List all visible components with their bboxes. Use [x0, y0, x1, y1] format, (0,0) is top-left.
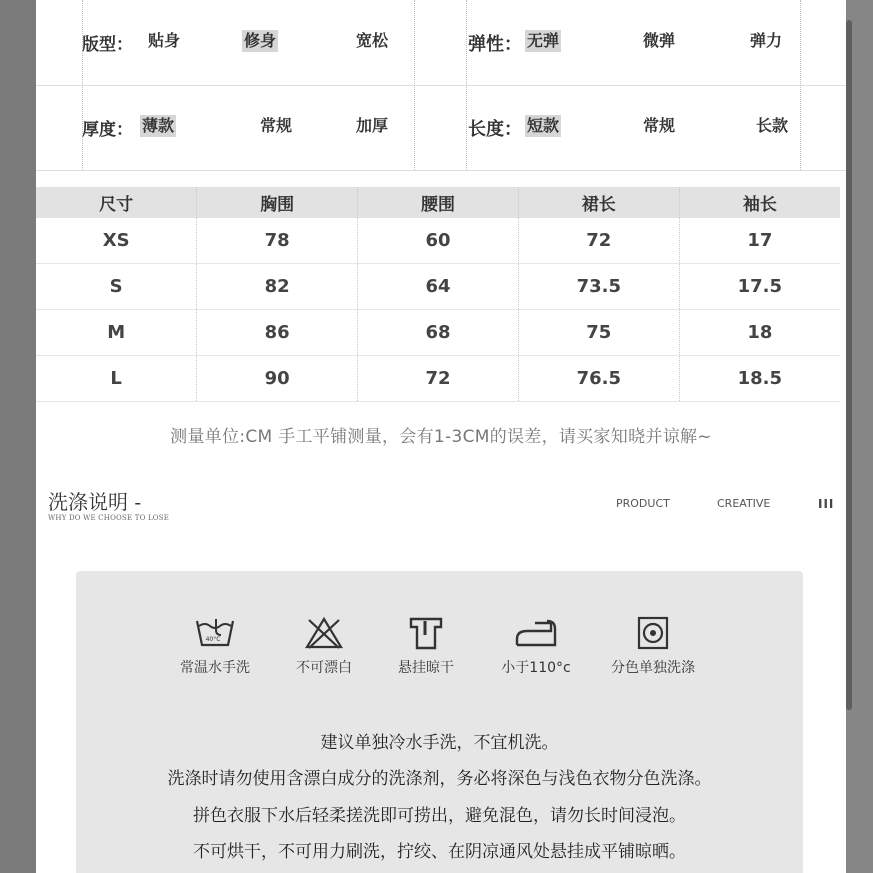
iron-icon [513, 615, 559, 651]
menu-bars-icon: III [818, 497, 835, 511]
measurement-note: 测量单位:CM 手工平铺测量，会有1-3CM的误差，请买家知晓并谅解~ [170, 427, 712, 447]
instruction-line: 拼色衣服下水后轻柔搓洗即可捞出，避免混色，请勿长时间浸泡。 [193, 806, 686, 826]
table-cell: L [36, 356, 197, 402]
hang-dry-icon [405, 615, 447, 651]
care-label: 常温水手洗 [180, 660, 250, 676]
care-label: 分色单独洗涤 [611, 660, 695, 676]
elasticity-option-none: 无弹 [527, 31, 560, 50]
table-cell: 82 [197, 264, 358, 310]
no-bleach-icon [303, 615, 345, 651]
length-label: 长度： [468, 119, 522, 140]
table-cell: 17 [679, 218, 840, 264]
table-cell: 72 [518, 218, 679, 264]
header-skirt-length: 裙长 [518, 187, 679, 218]
care-item-hand-wash [160, 615, 270, 677]
wash-section-title: 洗涤说明 - [48, 490, 142, 514]
table-cell: M [36, 310, 197, 356]
separate-wash-icon [632, 615, 674, 651]
attribute-row-2 [36, 85, 846, 171]
table-cell: 75 [518, 310, 679, 356]
table-cell: XS [36, 218, 197, 264]
instruction-line: 建议单独冷水手洗，不宜机洗。 [320, 733, 559, 753]
header-bust: 胸围 [197, 187, 358, 218]
header-size: 尺寸 [36, 187, 197, 218]
wash-section-subtitle: WHY DO WE CHOOSE TO LOSE [48, 514, 170, 522]
table-cell: 90 [197, 356, 358, 402]
instruction-line: 不可烘干，不可用力刷洗，拧绞、在阴凉通风处悬挂成平铺晾晒。 [193, 842, 686, 862]
grid-divider [414, 0, 415, 170]
scrollbar[interactable] [846, 0, 873, 873]
fit-label: 版型： [82, 35, 133, 55]
length-option-long: 长款 [756, 116, 789, 135]
instruction-line: 洗涤时请勿使用含漂白成分的洗涤剂，务必将深色与浅色衣物分色洗涤。 [167, 769, 712, 789]
care-item-hang-dry [371, 615, 481, 677]
thickness-label: 厚度： [82, 120, 133, 140]
scrollbar-thumb[interactable] [846, 20, 852, 710]
thickness-option-thin: 薄款 [142, 116, 175, 135]
length-option-short: 短款 [527, 116, 560, 135]
elasticity-option-slight: 微弹 [643, 31, 676, 50]
table-cell: 18.5 [679, 356, 840, 402]
wash-temp-text: 40°C [205, 636, 221, 643]
fit-option-loose: 宽松 [356, 31, 389, 50]
length-option-regular: 常规 [643, 116, 676, 135]
attribute-row-1 [36, 0, 846, 86]
elasticity-label: 弹性： [468, 34, 522, 55]
table-cell: 60 [358, 218, 519, 264]
grid-divider [466, 0, 467, 170]
header-sleeve-length: 袖长 [679, 187, 840, 218]
product-detail-page [36, 0, 846, 873]
creative-tag: CREATIVE [717, 497, 771, 510]
elasticity-option-stretch: 弹力 [750, 31, 783, 50]
table-cell: 76.5 [518, 356, 679, 402]
grid-divider [800, 0, 801, 170]
header-waist: 腰围 [358, 187, 519, 218]
care-item-separate-wash [598, 615, 708, 677]
table-cell: 78 [197, 218, 358, 264]
care-item-iron [481, 615, 591, 677]
care-item-no-bleach [269, 615, 379, 677]
care-label: 悬挂晾干 [398, 660, 454, 676]
hand-wash-icon [194, 615, 236, 651]
table-cell: 17.5 [679, 264, 840, 310]
fit-option-fitted: 贴身 [148, 31, 181, 50]
thickness-option-regular: 常规 [260, 116, 293, 135]
table-cell: 86 [197, 310, 358, 356]
care-label: 不可漂白 [296, 660, 352, 676]
fit-option-slim: 修身 [244, 31, 277, 50]
thickness-option-thick: 加厚 [356, 116, 389, 135]
table-row [36, 310, 840, 356]
table-cell: 18 [679, 310, 840, 356]
wash-instructions-panel [76, 571, 803, 873]
grid-divider [82, 0, 83, 170]
care-label: 小于110°c [501, 660, 571, 676]
table-row [36, 264, 840, 310]
table-row [36, 218, 840, 264]
table-cell: S [36, 264, 197, 310]
product-tag: PRODUCT [616, 497, 670, 510]
table-cell: 72 [358, 356, 519, 402]
table-row [36, 356, 840, 402]
size-table-header [36, 187, 840, 218]
size-table [36, 187, 840, 402]
table-cell: 73.5 [518, 264, 679, 310]
table-cell: 64 [358, 264, 519, 310]
table-cell: 68 [358, 310, 519, 356]
